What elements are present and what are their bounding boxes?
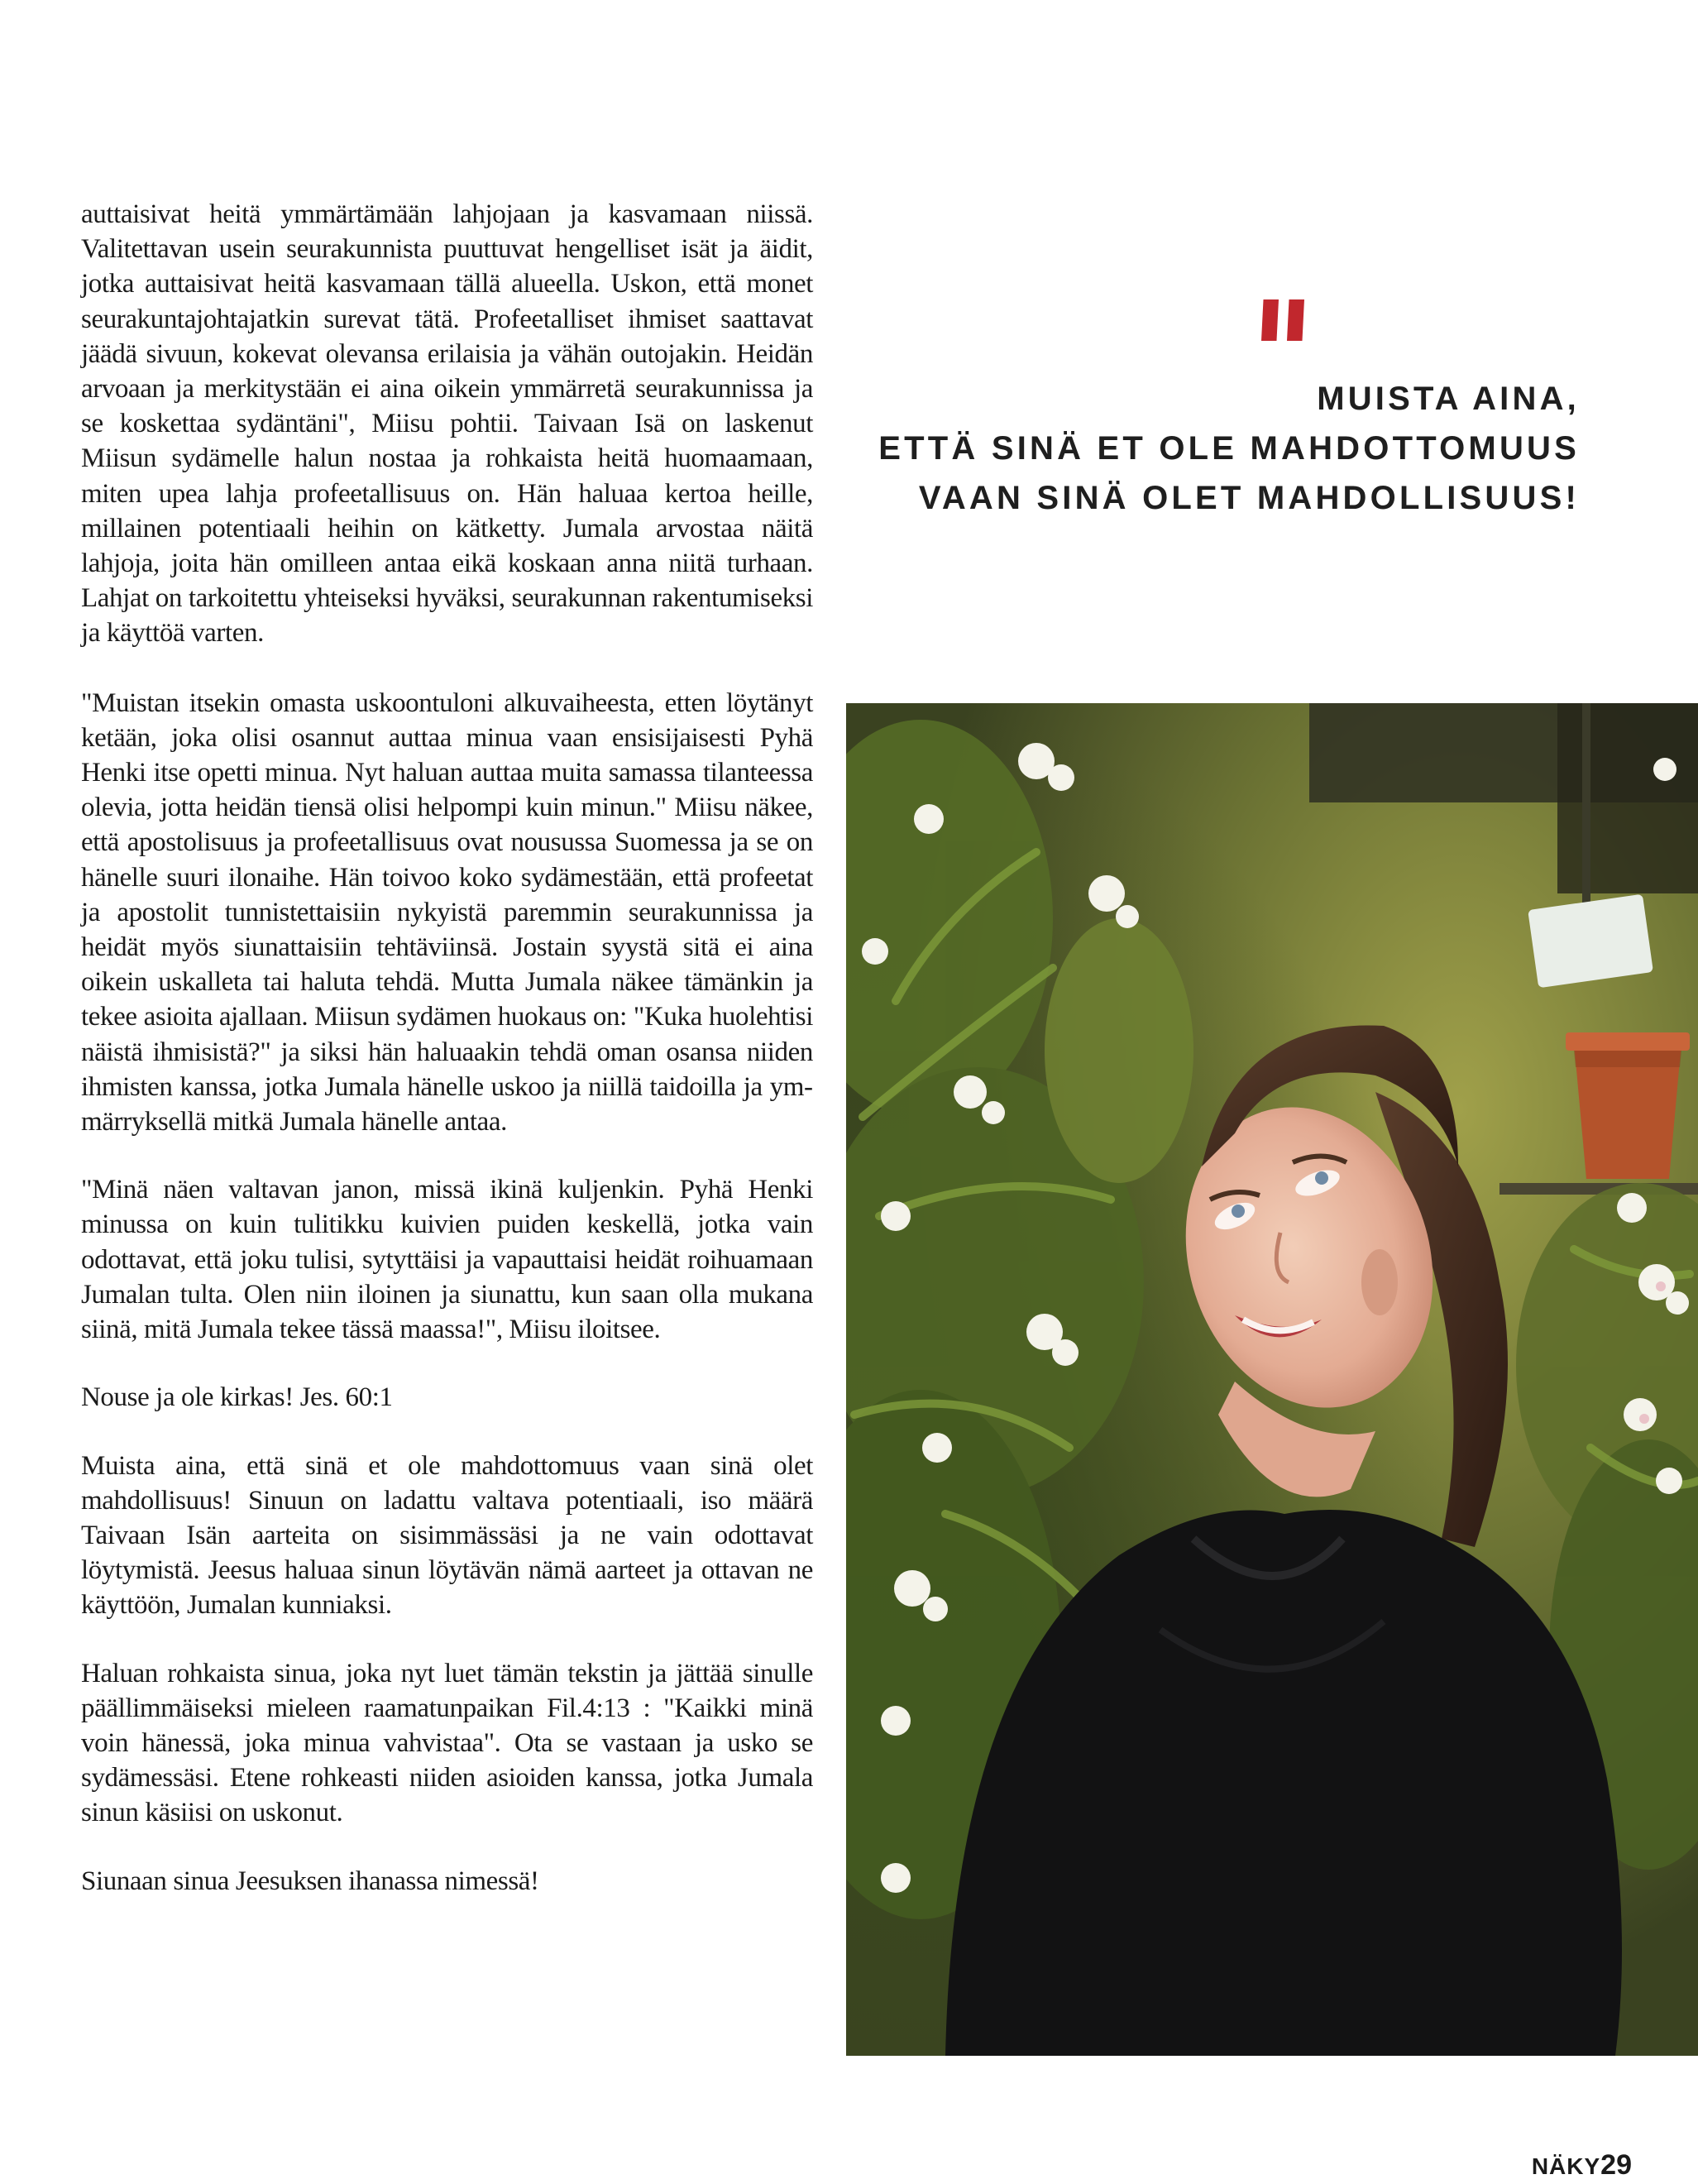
pull-quote-line: MUISTA AINA, <box>1317 381 1580 417</box>
article-paragraph: Muista aina, että sinä et ole mahdottomuus vaan sinä olet mahdollisuus! Sinuun on ladattu valtava potentiaali, iso määrä Taivaan Isän aarteita on sisimmässäsi ja ne vain odottavat löytymistä. Jeesus haluaa sinun löytävän nämä aarteet ja ottavan ne käyttöön, Jumalan kunniaksi. <box>81 1450 813 1621</box>
article-paragraph: "Minä näen valtavan janon, missä ikinä kuljenkin. Pyhä Henki minussa on kuin tulitikku kuivien puiden keskellä, jotka vain odottavat, että joku tulisi, sytyttäisi ja vapauttaisi heidät roihuamaan Jumalan tulta. Olen niin iloinen ja siunattu, kun saan olla mukana siinä, mitä Jumala tekee tässä maassa!", Miisu iloitsee. <box>81 1175 813 1345</box>
article-paragraph: "Muistan itsekin omasta uskoontuloni alkuvaiheesta, etten löytänyt ketään, joka olisi osannut auttaa minua vaan ensisijaisesti Pyhä Henki itse opetti minua. Nyt haluan auttaa muita samassa tilanteessa olevia, jotta heidän tiensä olisi helpompi kuin minun." Miisu näkee, että apostolisuus ja profeetallisuus ovat nousussa Suomessa ja se on hänelle suuri ilonaihe. Hän toivoo koko sydämestään, että profeetat ja apostolit tunnistettaisiin nykyistä paremmin seurakunnissa ja heidät myös siunattaisiin tehtäviinsä. Jostain syystä sitä ei aina oikein uskalleta tai haluta tehdä. Mutta Jumala näkee tämänkin ja tekee asioita ajallaan. Miisun sydämen huokaus on: "Kuka huolehtisi näistä ihmisistä?" ja siksi hän haluaakin tehdä oman osansa niiden ihmisten kanssa, jotka Jumala hänelle uskoo ja niillä taidoilla ja ymmärryksellä mitkä Jumala hänelle antaa. <box>81 687 813 1138</box>
article-paragraph: Nouse ja ole kirkas! Jes. 60:1 <box>81 1382 393 1413</box>
article-body <box>81 197 813 1899</box>
pull-quote-line: VAAN SINÄ OLET MAHDOLLISUUS! <box>918 480 1580 516</box>
article-paragraph: Siunaan sinua Jeesuksen ihanassa nimessä! <box>81 1866 539 1896</box>
article-paragraph: Haluan rohkaista sinua, joka nyt luet tämän tekstin ja jättää sinulle päällimmäiseksi mieleen raamatunpaikan Fil.4:13 : "Kaikki minä voin hänessä, joka minua vahvistaa". Ota se vastaan ja usko se sydämessäsi. Etene rohkeasti niiden asioiden kanssa, jotka Jumala sinun käsiisi on uskonut. <box>81 1658 813 1828</box>
pull-quote-line: ETTÄ SINÄ ET OLE MAHDOTTOMUUS <box>878 430 1580 467</box>
magazine-name: NÄKY <box>1531 2153 1601 2179</box>
pull-quote <box>753 374 1580 523</box>
article-paragraph: auttaisivat heitä ymmärtämään lahjojaan ja kasvamaan niissä. Valitettavan usein seurakunnista puuttuvat hengelliset isät ja äidit, jotka auttaisivat heitä kasvamaan tällä alueella. Uskon, että monet seurakuntajohtajatkin surevat tätä. Profeetalliset ihmiset saattavat jäädä sivuun, kokevat olevansa erilaisia ja vähän outojakin. Heidän arvoaan ja merkitystään ei aina oikein ymmärretä seurakunnissa ja se koskettaa sydäntäni", Miisu pohtii. Taivaan Isä on laskenut Miisun sydämelle halun nostaa ja rohkaista heitä huomaamaan, miten upea lahja profeetallisuus on. Hän haluaa kertoa heille, millainen potentiaali heihin on kätketty. Jumala arvostaa näitä lahjoja, joita hän omilleen antaa eikä koskaan anna niitä turhaan. Lahjat on tarkoitettu yhteiseksi hyväksi, seurakunnan rakentumiseksi ja käyttöä varten. <box>81 199 813 649</box>
page-number: 29 <box>1600 2149 1632 2181</box>
quote-mark-icon <box>1261 299 1309 341</box>
portrait-photo <box>846 703 1698 2056</box>
page-footer <box>1532 2149 1632 2182</box>
